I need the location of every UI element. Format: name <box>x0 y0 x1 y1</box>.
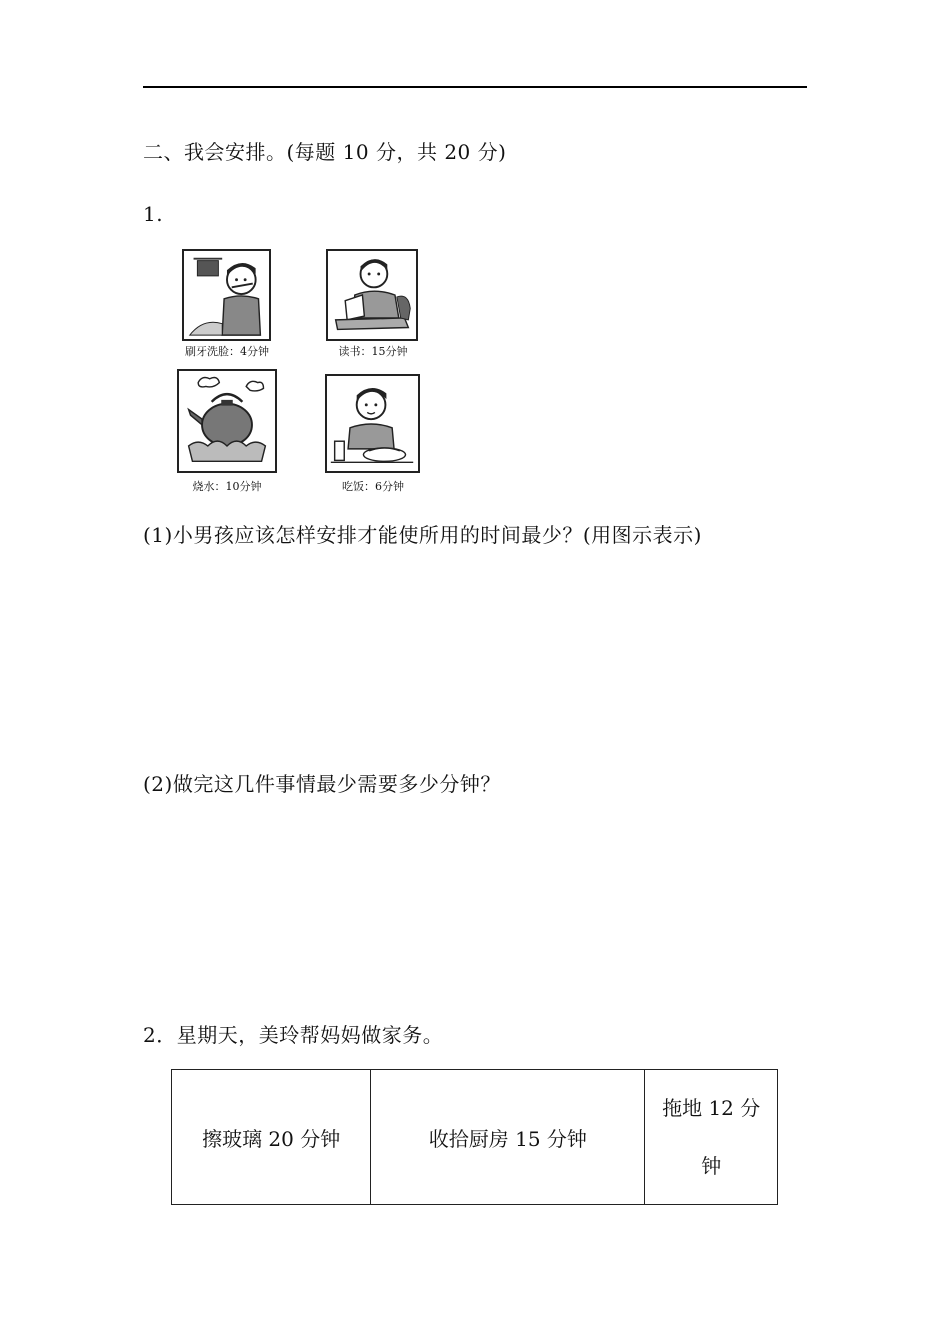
picture-caption-eating: 吃饭：6分钟 <box>342 480 404 493</box>
table-cell-mopping-line1: 拖地 12 分 <box>662 1096 761 1120</box>
table-cell-mopping-line2: 钟 <box>701 1154 722 1178</box>
table-cell-window: 擦玻璃 20 分钟 <box>172 1070 371 1205</box>
picture-caption-reading: 读书：15分钟 <box>338 345 408 358</box>
kettle-boiling-icon <box>177 369 277 473</box>
question-2-text: 2．星期天，美玲帮妈妈做家务。 <box>143 1023 444 1047</box>
header-rule <box>143 86 807 88</box>
boy-eating-icon <box>325 374 420 473</box>
boy-reading-icon <box>326 249 418 341</box>
picture-caption-brushing: 刷牙洗脸：4分钟 <box>185 345 269 358</box>
question-1-number: 1. <box>143 202 164 226</box>
question-1-part-2: (2)做完这几件事情最少需要多少分钟？ <box>143 772 501 796</box>
question-1-part-1: (1)小男孩应该怎样安排才能使所用的时间最少？(用图示表示) <box>143 523 702 547</box>
chores-table <box>171 1069 778 1205</box>
boy-brushing-teeth-icon <box>182 249 271 341</box>
picture-caption-kettle: 烧水：10分钟 <box>192 480 262 493</box>
table-cell-kitchen: 收拾厨房 15 分钟 <box>371 1070 645 1205</box>
table-row <box>172 1070 778 1205</box>
table-cell-mopping <box>645 1070 778 1205</box>
section-title: 二、我会安排。(每题 10 分，共 20 分) <box>143 140 507 164</box>
